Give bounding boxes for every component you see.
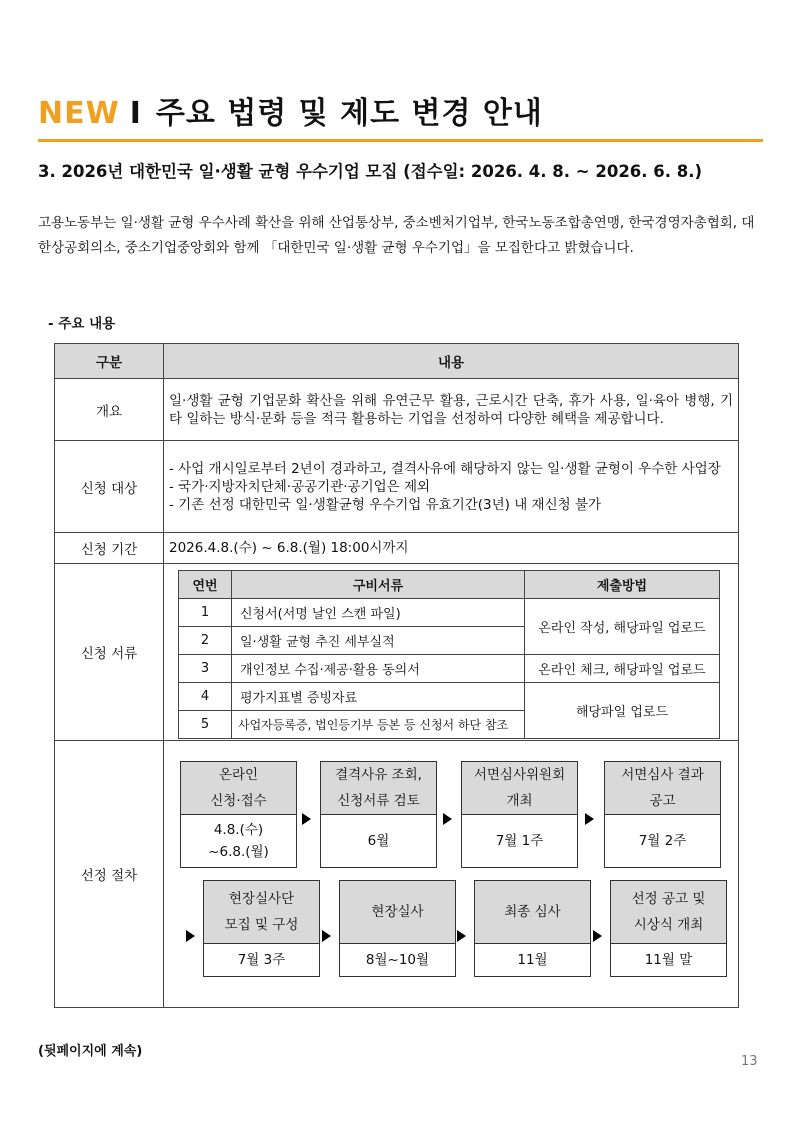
eligibility-line: - 사업 개시일로부터 2년이 경과하고, 결격사유에 해당하지 않는 일·생활 균형이 우수한 사업장 xyxy=(169,460,721,477)
step-date: 8월~10월 xyxy=(365,952,430,968)
doc-name: 일·생활 균형 추진 세부실적 xyxy=(232,627,525,655)
row-period xyxy=(55,533,739,564)
eligibility-line: - 국가·지방자치단체·공공기관·공기업은 제외 xyxy=(169,478,431,495)
process-step-5 xyxy=(203,880,320,977)
eligibility-text xyxy=(164,441,739,533)
step-title: 공고 xyxy=(649,793,676,809)
col-no: 연번 xyxy=(179,571,232,599)
step-title: 서면심사위원회 xyxy=(473,767,566,783)
step-date: 7월 3주 xyxy=(237,952,286,968)
col-method: 제출방법 xyxy=(525,571,720,599)
header-separator: I xyxy=(129,96,142,131)
step-title: 개최 xyxy=(506,793,533,809)
process-step-4 xyxy=(604,761,721,868)
step-title: 결격사유 조회, xyxy=(335,767,422,783)
table-row xyxy=(179,655,720,683)
process-label: 선정 절차 xyxy=(55,741,164,1008)
overview-text: 일·생활 균형 기업문화 확산을 위해 유연근무 활용, 근로시간 단축, 휴가 사용, 일·육아 병행, 기타 일하는 방식·문화 등을 적극 활용하는 기업을 선정하여 다양한 혜택을 제공합니다. xyxy=(164,379,739,441)
step-title: 모집 및 구성 xyxy=(224,917,299,933)
row-overview xyxy=(55,379,739,441)
section-title: - 주요 내용 xyxy=(48,316,116,332)
page-header xyxy=(38,88,543,132)
eligibility-label: 신청 대상 xyxy=(55,441,164,533)
doc-no: 5 xyxy=(179,711,232,739)
step-title: 현장실사단 xyxy=(228,891,295,907)
step-title: 시상식 개최 xyxy=(633,917,704,933)
step-title: 서면심사 결과 xyxy=(621,767,704,783)
period-text: 2026.4.8.(수) ~ 6.8.(월) 18:00시까지 xyxy=(164,533,739,564)
documents-label: 신청 서류 xyxy=(55,564,164,741)
step-date: 4.8.(수) xyxy=(213,822,264,838)
doc-no: 3 xyxy=(179,655,232,683)
arrow-icon xyxy=(457,930,466,942)
doc-name: 사업자등록증, 법인등기부 등본 등 신청서 하단 참조 xyxy=(232,711,525,739)
arrow-icon xyxy=(593,930,602,942)
doc-no: 4 xyxy=(179,683,232,711)
overview-label: 개요 xyxy=(55,379,164,441)
step-title: 신청·접수 xyxy=(210,793,267,809)
page-number: 13 xyxy=(741,1054,758,1069)
process-step-1 xyxy=(180,761,297,868)
col-category: 구분 xyxy=(55,344,164,379)
doc-name: 개인정보 수집·제공·활용 동의서 xyxy=(232,655,525,683)
step-title: 선정 공고 및 xyxy=(631,891,706,907)
step-title: 최종 심사 xyxy=(504,904,561,920)
period-label: 신청 기간 xyxy=(55,533,164,564)
documents-table xyxy=(178,570,720,739)
main-table-header xyxy=(55,344,739,379)
process-step-8 xyxy=(610,880,727,977)
article-title: 3. 2026년 대한민국 일·생활 균형 우수기업 모집 (접수일: 2026. 4. 8. ~ 2026. 6. 8.) xyxy=(38,162,703,181)
step-date: ~6.8.(월) xyxy=(208,844,269,860)
arrow-icon xyxy=(585,813,594,825)
step-title: 신청서류 검토 xyxy=(337,793,420,809)
doc-no: 1 xyxy=(179,599,232,627)
process-step-2 xyxy=(320,761,437,868)
step-title: 현장실사 xyxy=(371,904,424,920)
step-date: 11월 xyxy=(517,952,548,968)
table-row xyxy=(179,683,720,711)
col-content: 내용 xyxy=(164,344,739,379)
doc-method: 해당파일 업로드 xyxy=(525,683,720,739)
continued-note: (뒷페이지에 계속) xyxy=(38,1044,143,1059)
doc-method: 온라인 체크, 해당파일 업로드 xyxy=(525,655,720,683)
step-date: 7월 1주 xyxy=(495,833,544,849)
arrow-icon xyxy=(443,813,452,825)
intro-paragraph: 고용노동부는 일·생활 균형 우수사례 확산을 위해 산업통상부, 중소벤처기업부, 한국노동조합총연맹, 한국경영자총협회, 대한상공회의소, 중소기업중앙회와 함께 「대한민국 일·생활 균형 우수기업」을 모집한다고 밝혔습니다. xyxy=(38,215,755,256)
arrow-icon xyxy=(302,813,311,825)
doc-method: 온라인 작성, 해당파일 업로드 xyxy=(525,599,720,655)
step-date: 11월 말 xyxy=(644,952,693,968)
header-rule xyxy=(38,139,763,142)
eligibility-line: - 기존 선정 대한민국 일·생활균형 우수기업 유효기간(3년) 내 재신청 불가 xyxy=(169,496,602,513)
arrow-icon xyxy=(186,930,195,942)
arrow-icon xyxy=(322,930,331,942)
row-eligibility xyxy=(55,441,739,533)
step-title: 온라인 xyxy=(218,767,259,783)
documents-header xyxy=(179,571,720,599)
table-row xyxy=(179,599,720,627)
process-step-6 xyxy=(339,880,456,977)
step-date: 7월 2주 xyxy=(638,833,687,849)
process-step-3 xyxy=(461,761,578,868)
header-title: 주요 법령 및 제도 변경 안내 xyxy=(155,96,543,131)
doc-name: 신청서(서명 날인 스캔 파일) xyxy=(232,599,525,627)
doc-no: 2 xyxy=(179,627,232,655)
new-label: NEW xyxy=(38,96,120,131)
step-date: 6월 xyxy=(367,833,390,849)
col-doc: 구비서류 xyxy=(232,571,525,599)
process-step-7 xyxy=(474,880,591,977)
doc-name: 평가지표별 증빙자료 xyxy=(232,683,525,711)
